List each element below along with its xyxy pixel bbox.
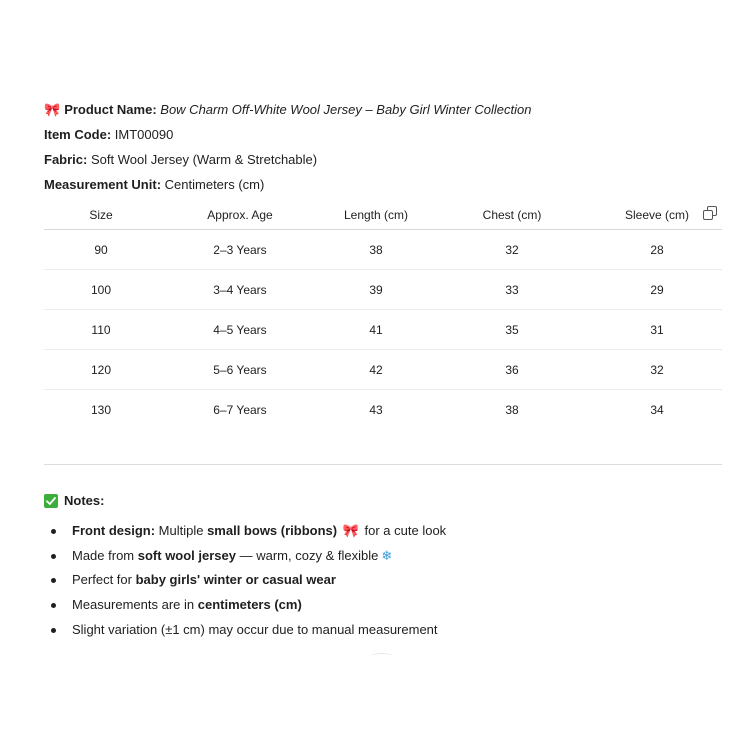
measurement-unit-line xyxy=(44,176,264,194)
table-row xyxy=(44,230,722,270)
cell-length: 43 xyxy=(369,402,383,417)
bullet xyxy=(51,554,56,559)
cell-chest: 38 xyxy=(505,402,519,417)
note-bold-text: baby girls' winter or casual wear xyxy=(135,572,336,588)
bow-icon: 🎀 xyxy=(44,102,61,117)
cell-length: 39 xyxy=(369,282,383,297)
check-icon xyxy=(44,494,58,508)
note-text: Perfect for xyxy=(72,572,136,588)
list-item xyxy=(44,521,446,546)
header-length: Length (cm) xyxy=(343,207,409,222)
cell-sleeve: 31 xyxy=(650,322,664,337)
measurement-unit-label: Measurement Unit: xyxy=(44,177,162,192)
section-divider xyxy=(44,464,722,465)
product-name-line xyxy=(44,101,532,119)
fabric-line xyxy=(44,151,317,169)
note-text: Measurements are in xyxy=(72,597,198,613)
cell-size: 120 xyxy=(90,362,112,377)
cell-chest: 33 xyxy=(505,282,519,297)
bullet xyxy=(51,529,56,534)
copy-icon[interactable] xyxy=(703,206,717,220)
cell-sleeve: 32 xyxy=(650,362,664,377)
fabric-label: Fabric: xyxy=(44,152,88,167)
cell-chest: 36 xyxy=(505,362,519,377)
header-size: Size xyxy=(89,207,113,222)
note-text: Multiple xyxy=(155,523,208,538)
table-row xyxy=(44,310,722,350)
product-name-label: Product Name: xyxy=(64,102,157,117)
cell-length: 41 xyxy=(369,322,383,337)
cell-age: 5–6 Years xyxy=(213,362,267,377)
notes-heading xyxy=(44,493,104,508)
cell-size: 130 xyxy=(90,402,112,417)
note-text: for a cute look xyxy=(360,523,447,538)
table-row xyxy=(44,270,722,310)
table-row xyxy=(44,350,722,390)
size-table xyxy=(44,200,722,429)
list-item xyxy=(44,570,446,595)
bullet xyxy=(51,578,56,583)
snowflake-icon: ❄ xyxy=(381,547,393,563)
cell-length: 42 xyxy=(369,362,383,377)
notes-title: Notes: xyxy=(64,493,105,508)
measurement-unit-value: Centimeters (cm) xyxy=(164,177,265,192)
note-text: — warm, cozy & flexible xyxy=(236,547,379,563)
cell-size: 110 xyxy=(91,322,111,337)
note-bold-text: small bows (ribbons) xyxy=(207,523,338,538)
cell-age: 2–3 Years xyxy=(213,242,267,257)
bullet xyxy=(51,628,56,633)
cell-sleeve: 34 xyxy=(650,402,664,417)
cell-sleeve: 29 xyxy=(650,282,664,297)
note-bold-text: soft wool jersey xyxy=(137,547,236,563)
bow-icon: 🎀 xyxy=(342,523,359,538)
note-bold-text: Front design: xyxy=(72,523,156,538)
header-chest: Chest (cm) xyxy=(482,207,542,222)
note-text: Made from xyxy=(72,547,138,563)
cell-chest: 35 xyxy=(505,322,519,337)
note-text: Slight variation (±1 cm) may occur due to manual measurement xyxy=(72,621,438,637)
scroll-indicator xyxy=(371,653,393,660)
item-code-line xyxy=(44,126,173,144)
header-sleeve: Sleeve (cm) xyxy=(624,207,689,222)
cell-length: 38 xyxy=(369,242,383,257)
cell-size: 90 xyxy=(94,242,108,257)
list-item xyxy=(44,595,446,620)
product-name-value: Bow Charm Off-White Wool Jersey – Baby Girl Winter Collection xyxy=(160,102,532,117)
item-code-label: Item Code: xyxy=(44,127,112,142)
cell-size: 100 xyxy=(90,282,112,297)
note-bold-text: centimeters (cm) xyxy=(197,597,302,613)
cell-age: 3–4 Years xyxy=(213,282,267,297)
item-code-value: IMT00090 xyxy=(114,127,174,142)
list-item xyxy=(44,546,446,571)
fabric-value: Soft Wool Jersey (Warm & Stretchable) xyxy=(90,152,318,167)
cell-age: 4–5 Years xyxy=(213,322,267,337)
cell-sleeve: 28 xyxy=(650,242,664,257)
table-header xyxy=(44,200,722,230)
notes-list xyxy=(44,521,446,644)
header-age: Approx. Age xyxy=(207,207,273,222)
cell-chest: 32 xyxy=(505,242,519,257)
list-item xyxy=(44,620,446,645)
cell-age: 6–7 Years xyxy=(213,402,267,417)
table-row xyxy=(44,390,722,429)
bullet xyxy=(51,603,56,608)
